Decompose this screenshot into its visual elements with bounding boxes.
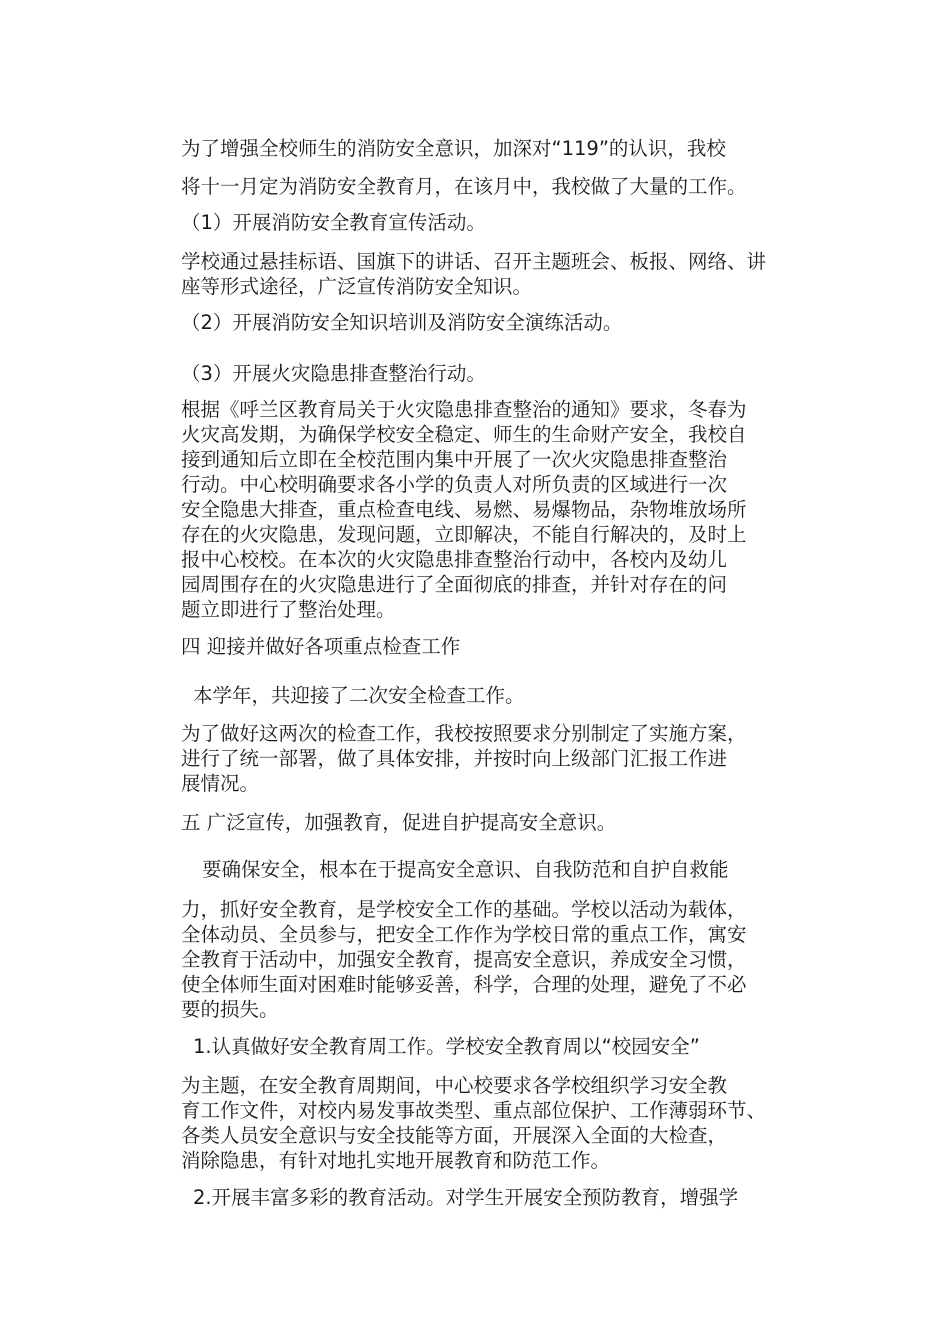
paragraph-inspection-line-5: 安全隐患大排查，重点检查电线、易燃、易爆物品，杂物堆放场所 [181, 498, 747, 521]
paragraph-publicity-line-1: 学校通过悬挂标语、国旗下的讲话、召开主题班会、板报、网络、讲 [181, 250, 767, 273]
section-heading-4: 四 迎接并做好各项重点检查工作 [181, 635, 461, 658]
paragraph-inspection-line-2: 火灾高发期，为确保学校安全稳定、师生的生命财产安全，我校自 [181, 423, 747, 446]
numbered-item-1-line-3: 育工作文件，对校内易发事故类型、重点部位保护、工作薄弱环节、 [181, 1099, 767, 1122]
paragraph-safety-line-2: 力，抓好安全教育，是学校安全工作的基础。学校以活动为载体， [181, 898, 747, 921]
paragraph-inspection-line-3: 接到通知后立即在全校范围内集中开展了一次火灾隐患排查整治 [181, 448, 728, 471]
paragraph-inspection-line-8: 园周围存在的火灾隐患进行了全面彻底的排查，并针对存在的问 [181, 573, 728, 596]
item-heading-1: （1）开展消防安全教育宣传活动。 [181, 211, 486, 234]
paragraph-inspection-line-4: 行动。中心校明确要求各小学的负责人对所负责的区域进行一次 [181, 473, 728, 496]
item-heading-2: （2）开展消防安全知识培训及消防安全演练活动。 [181, 311, 623, 334]
paragraph-plan-line-2: 进行了统一部署，做了具体安排，并按时向上级部门汇报工作进 [181, 747, 728, 770]
paragraph-safety-line-3: 全体动员、全员参与，把安全工作作为学校日常的重点工作，寓安 [181, 923, 747, 946]
section-heading-5: 五 广泛宣传，加强教育，促进自护提高安全意识。 [181, 811, 617, 834]
paragraph-checks-line-1: 本学年，共迎接了二次安全检查工作。 [193, 684, 525, 707]
paragraph-intro-line-2: 将十一月定为消防安全教育月，在该月中，我校做了大量的工作。 [181, 175, 747, 198]
numbered-item-1-line-4: 各类人员安全意识与安全技能等方面，开展深入全面的大检查， [181, 1124, 728, 1147]
item-heading-3: （3）开展火灾隐患排查整治行动。 [181, 362, 486, 385]
paragraph-safety-line-4: 全教育于活动中，加强安全教育，提高安全意识，养成安全习惯， [181, 948, 747, 971]
paragraph-inspection-line-1: 根据《呼兰区教育局关于火灾隐患排查整治的通知》要求，冬春为 [181, 398, 747, 421]
paragraph-publicity-line-2: 座等形式途径，广泛宣传消防安全知识。 [181, 275, 533, 298]
numbered-item-1-line-5: 消除隐患，有针对地扎实地开展教育和防范工作。 [181, 1149, 611, 1172]
numbered-item-1-line-2: 为主题，在安全教育周期间，中心校要求各学校组织学习安全教 [181, 1074, 728, 1097]
paragraph-plan-line-3: 展情况。 [181, 772, 260, 795]
paragraph-inspection-line-9: 题立即进行了整治处理。 [181, 598, 396, 621]
paragraph-plan-line-1: 为了做好这两次的检查工作，我校按照要求分别制定了实施方案， [181, 722, 747, 745]
numbered-item-1-line-1: 1.认真做好安全教育周工作。学校安全教育周以“校园安全” [193, 1035, 700, 1058]
paragraph-intro-line-1: 为了增强全校师生的消防安全意识，加深对“119”的认识，我校 [181, 137, 726, 160]
paragraph-inspection-line-7: 报中心校校。在本次的火灾隐患排查整治行动中，各校内及幼儿 [181, 548, 728, 571]
paragraph-inspection-line-6: 存在的火灾隐患，发现问题，立即解决，不能自行解决的，及时上 [181, 523, 747, 546]
paragraph-safety-line-1: 要确保安全，根本在于提高安全意识、自我防范和自护自救能 [202, 858, 729, 881]
numbered-item-2-line-1: 2.开展丰富多彩的教育活动。对学生开展安全预防教育，增强学 [193, 1186, 739, 1209]
paragraph-safety-line-5: 使全体师生面对困难时能够妥善，科学，合理的处理，避免了不必 [181, 973, 747, 996]
paragraph-safety-line-6: 要的损失。 [181, 998, 279, 1021]
